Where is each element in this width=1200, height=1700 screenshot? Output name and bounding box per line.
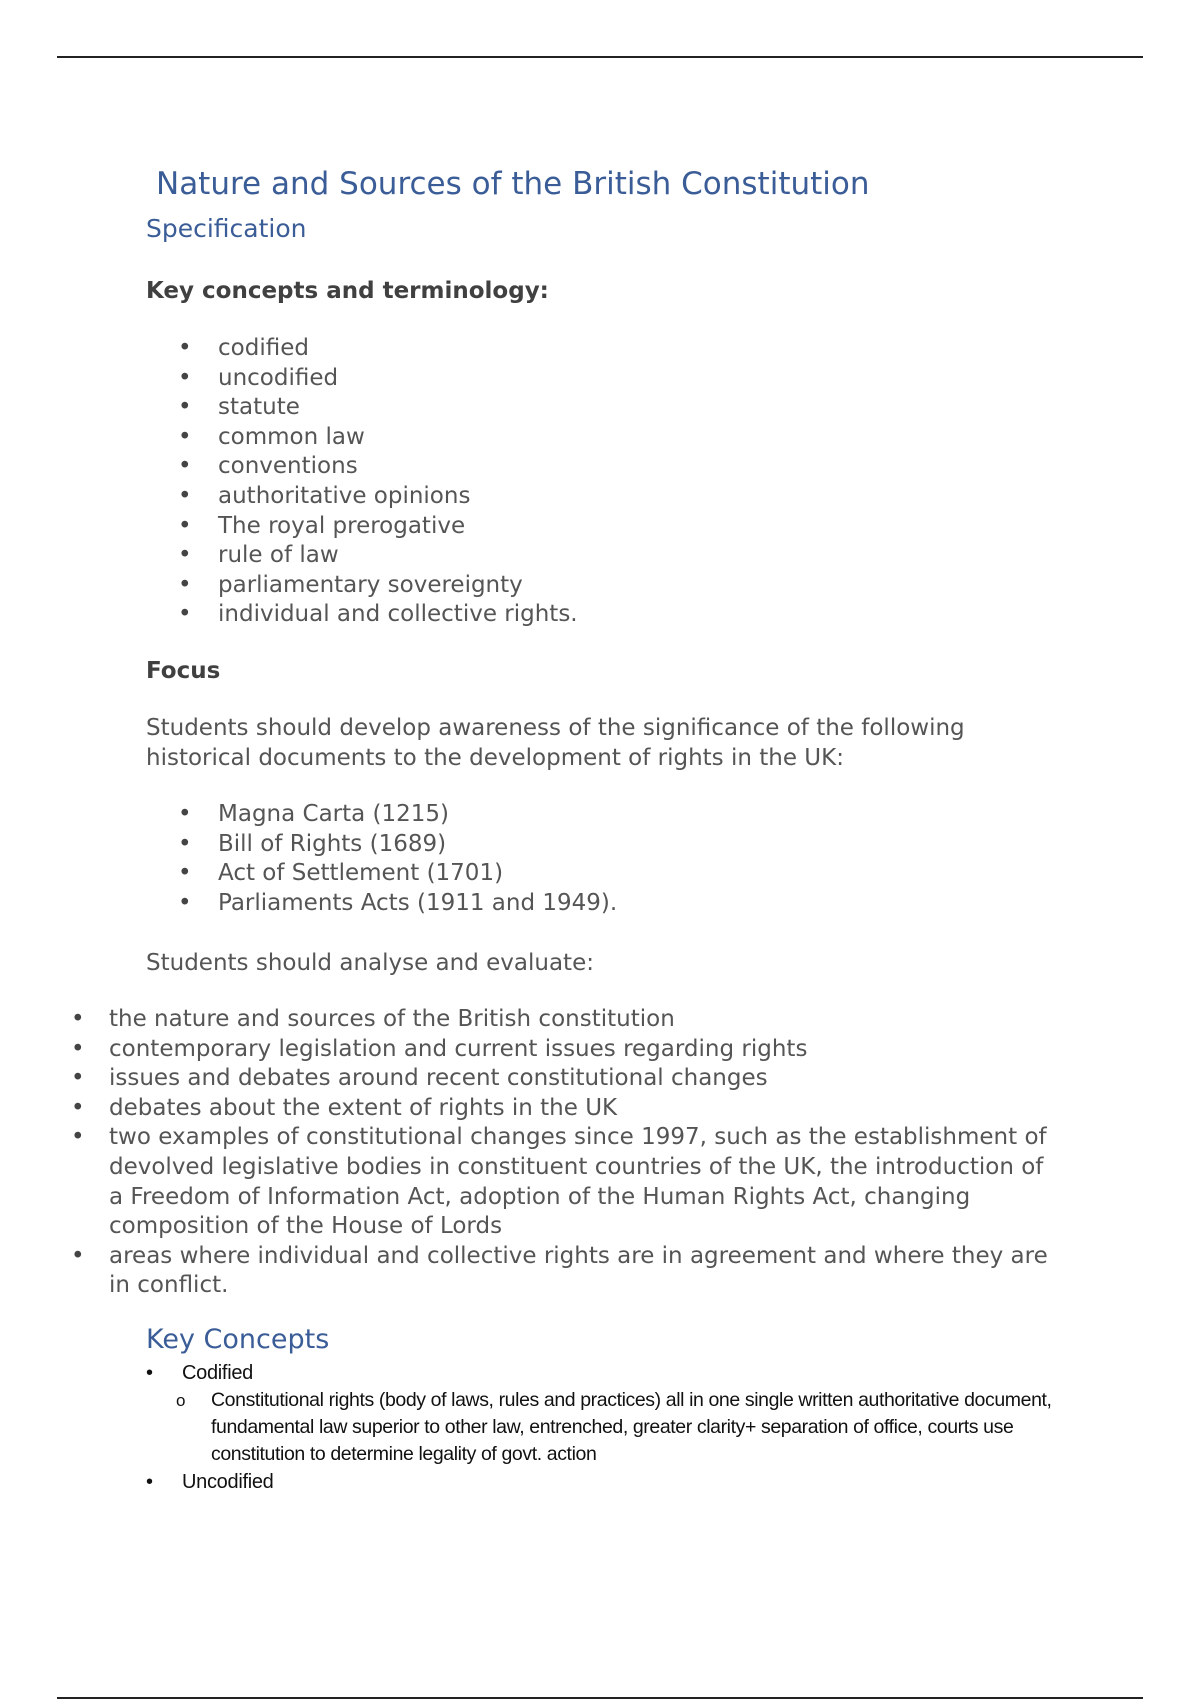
key-concept-label: Uncodified (182, 1471, 274, 1493)
bullet-icon: • (178, 394, 192, 421)
bullet-icon: • (178, 601, 192, 628)
bullet-icon: • (178, 453, 192, 480)
list-item (71, 1005, 1059, 1035)
key-term: common law (218, 423, 365, 450)
list-item (178, 423, 1118, 453)
bullet-icon: • (71, 1094, 85, 1121)
focus-intro: Students should develop awareness of the significance of the following historical documents to the development of rights in the UK: (146, 715, 965, 771)
bullet-icon: • (146, 1471, 153, 1493)
focus-heading: Focus (146, 658, 221, 684)
bullet-icon: • (71, 1006, 85, 1032)
bullet-icon: • (178, 889, 192, 916)
key-concept-item (146, 1468, 1082, 1496)
key-concepts-heading: Key Concepts (146, 1324, 330, 1355)
key-term: authoritative opinions (218, 482, 471, 509)
bullet-icon: • (146, 1362, 153, 1384)
historical-document: Parliaments Acts (1911 and 1949). (218, 889, 618, 916)
analyse-list (71, 1005, 1059, 1301)
key-concept-item (146, 1359, 1082, 1468)
bullet-icon: • (178, 482, 192, 509)
list-item (178, 364, 1118, 394)
list-item (178, 889, 1118, 919)
subtitle: Specification (146, 214, 307, 243)
key-term: individual and collective rights. (218, 601, 578, 628)
key-concept-details (176, 1387, 1082, 1468)
list-item (178, 334, 1118, 364)
bullet-icon: • (178, 860, 192, 887)
analyse-intro: Students should analyse and evaluate: (146, 950, 594, 976)
list-item (178, 830, 1118, 860)
list-item (178, 800, 1118, 830)
key-term: statute (218, 394, 300, 421)
list-item (178, 600, 1118, 630)
list-item (71, 1035, 1059, 1065)
top-rule (57, 56, 1143, 58)
list-item (71, 1064, 1059, 1094)
analyse-item: the nature and sources of the British constitution (109, 1006, 675, 1032)
key-term: uncodified (218, 364, 339, 391)
analyse-item: areas where individual and collective rights are in agreement and where they are in conflict. (109, 1242, 1048, 1299)
list-item (178, 571, 1118, 601)
key-concept-label: Codified (182, 1362, 253, 1384)
historical-document: Act of Settlement (1701) (218, 860, 504, 887)
list-item (178, 393, 1118, 423)
bullet-icon: • (178, 801, 192, 827)
list-item (71, 1094, 1059, 1124)
key-terms-heading: Key concepts and terminology: (146, 278, 549, 304)
bullet-icon: • (71, 1242, 85, 1269)
historical-document: Magna Carta (1215) (218, 801, 450, 827)
key-term: conventions (218, 453, 358, 480)
key-concepts-list (146, 1359, 1082, 1496)
key-term: codified (218, 335, 309, 361)
bullet-icon: • (178, 335, 192, 361)
list-item (178, 859, 1118, 889)
bottom-rule (57, 1697, 1143, 1699)
list-item (71, 1123, 1059, 1241)
key-terms-list (178, 334, 1118, 630)
analyse-item: issues and debates around recent constitutional changes (109, 1065, 768, 1092)
bullet-icon: • (178, 830, 192, 857)
historical-documents-list (178, 800, 1118, 918)
bullet-icon: • (71, 1124, 85, 1151)
bullet-icon: • (178, 364, 192, 391)
list-item (71, 1242, 1059, 1301)
key-term: rule of law (218, 542, 339, 569)
bullet-icon: • (178, 571, 192, 598)
list-item (178, 482, 1118, 512)
analyse-item: debates about the extent of rights in the UK (109, 1094, 618, 1121)
bullet-icon: • (178, 423, 192, 450)
list-item (178, 512, 1118, 542)
page-title: Nature and Sources of the British Constitution (156, 166, 870, 202)
key-concept-detail-text: Constitutional rights (body of laws, rules and practices) all in one single written authoritative document, fundamental law superior to other law, entrenched, greater clarity+ separation of office, courts use constitution to determine legality of govt. action (211, 1389, 1052, 1465)
key-concept-detail (176, 1387, 1081, 1468)
circle-bullet-icon: o (176, 1391, 186, 1410)
bullet-icon: • (178, 542, 192, 569)
bullet-icon: • (71, 1065, 85, 1092)
historical-document: Bill of Rights (1689) (218, 830, 447, 857)
analyse-item: contemporary legislation and current issues regarding rights (109, 1035, 808, 1062)
list-item (178, 541, 1118, 571)
analyse-item: two examples of constitutional changes since 1997, such as the establishment of devolved legislative bodies in constituent countries of the UK, the introduction of a Freedom of Information Act, adoption of the Human Rights Act, changing composition of the House of Lords (109, 1124, 1047, 1240)
key-term: parliamentary sovereignty (218, 571, 523, 598)
bullet-icon: • (71, 1035, 85, 1062)
list-item (178, 452, 1118, 482)
key-term: The royal prerogative (218, 512, 466, 539)
bullet-icon: • (178, 512, 192, 539)
